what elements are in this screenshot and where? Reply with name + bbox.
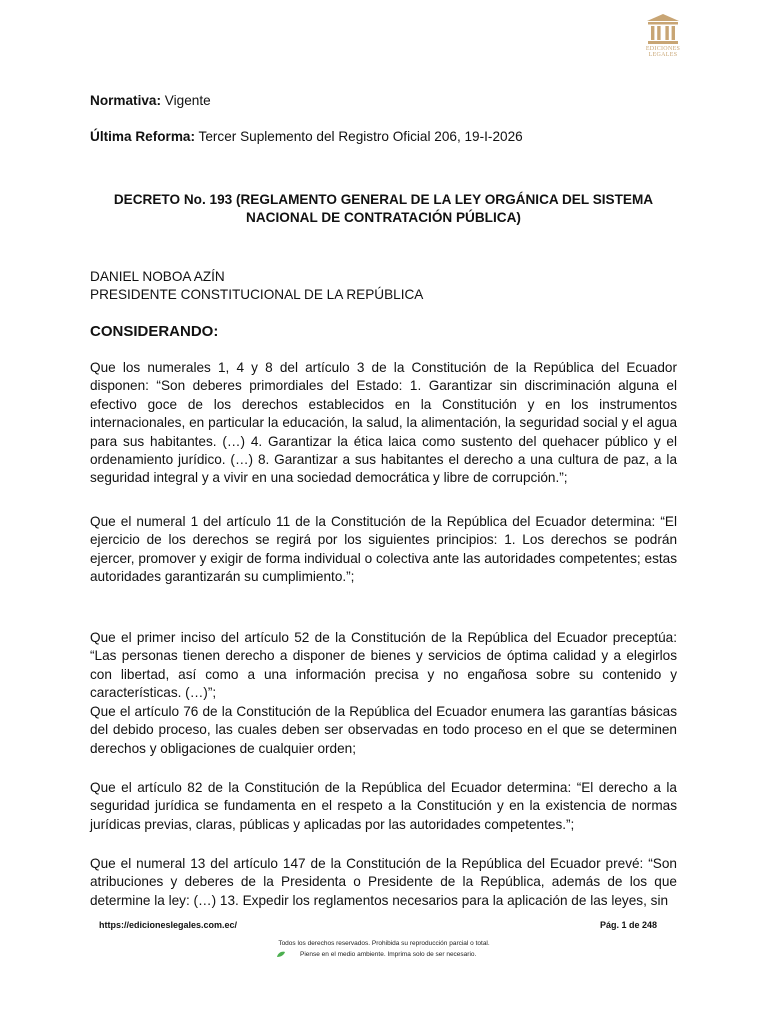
signer-name: DANIEL NOBOA AZÍN — [90, 269, 225, 284]
page-number: Pág. 1 de 248 — [600, 920, 658, 930]
considerando-paragraph: Que el artículo 76 de la Constitución de la República del Ecuador enumera las garantías básicas del debido proceso, las cuales deben ser observadas en todo proceso en el que se determinen derechos y obligaciones de cualquier orden; — [90, 704, 677, 756]
normativa-value: Vigente — [164, 93, 211, 108]
footer-environment-text: Piense en el medio ambiente. Imprima solo de ser necesario. — [300, 951, 477, 958]
footer-url-link[interactable]: https://edicioneslegales.com.ec/ — [99, 920, 238, 930]
footer-environment-notice — [276, 951, 476, 958]
considerando-paragraph: Que el primer inciso del artículo 52 de la Constitución de la República del Ecuador preceptúa: “Las personas tienen derecho a disponer de bienes y servicios de óptima calidad y a elegirlos con libertad, así como a una información precisa y no engañosa sobre su contenido y características. (…)”; — [90, 630, 677, 701]
signer-block — [90, 268, 423, 305]
normativa-line — [90, 92, 211, 110]
footer-rights-notice: Todos los derechos reservados. Prohibida su reproducción parcial o total. — [278, 940, 490, 947]
columns-building-icon — [644, 12, 682, 46]
normativa-label: Normativa: — [90, 93, 162, 108]
publisher-logo — [632, 12, 694, 68]
considerando-paragraph: Que el artículo 82 de la Constitución de la República del Ecuador determina: “El derecho a la seguridad jurídica se fundamenta en el respeto a la Constitución y en la existencia de normas jurídicas previas, claras, públicas y aplicadas por las autoridades competentes.”; — [90, 780, 677, 832]
considerando-heading: CONSIDERANDO: — [90, 323, 219, 340]
considerando-paragraph: Que el numeral 1 del artículo 11 de la Constitución de la República del Ecuador determina: “El ejercicio de los derechos se regirá por los siguientes principios: 1. Los derechos se podrán ejercer, promover y exigir de forma individual o colectiva ante las autoridades competentes; estas autoridades garantizarán su cumplimiento.”; — [90, 514, 677, 585]
document-title: DECRETO No. 193 (REGLAMENTO GENERAL DE LA LEY ORGÁNICA DEL SISTEMA NACIONAL DE CONTRATACIÓN PÚBLICA) — [113, 192, 654, 226]
logo-text-line2: LEGALES — [648, 52, 678, 58]
ultima-reforma-value: Tercer Suplemento del Registro Oficial 206, 19-I-2026 — [198, 129, 523, 144]
considerando-paragraph: Que el numeral 13 del artículo 147 de la Constitución de la República del Ecuador prevé: “Son atribuciones y deberes de la Presidenta o Presidente de la República, además de los que determine la ley: (…) 13. Expedir los reglamentos necesarios para la aplicación de las leyes, sin — [90, 856, 677, 908]
ultima-reforma-line — [90, 128, 523, 146]
leaf-icon — [276, 951, 286, 958]
signer-role: PRESIDENTE CONSTITUCIONAL DE LA REPÚBLICA — [90, 287, 424, 303]
ultima-reforma-label: Última Reforma: — [90, 129, 195, 144]
logo-text-line1: EDICIONES — [645, 46, 681, 52]
considerando-paragraph: Que los numerales 1, 4 y 8 del artículo 3 de la Constitución de la República del Ecuador disponen: “Son deberes primordiales del Estado: 1. Garantizar sin discriminación alguna el efectivo goce de los derechos establecidos en la Constitución y en los instrumentos internacionales, en particular la educación, la salud, la alimentación, la seguridad social y el agua para sus habitantes. (…) 4. Garantizar la ética laica como sustento del quehacer público y el ordenamiento jurídico. (…) 8. Garantizar a sus habitantes el derecho a una cultura de paz, a la seguridad integral y a vivir en una sociedad democrática y libre de corrupción.”; — [90, 360, 677, 486]
